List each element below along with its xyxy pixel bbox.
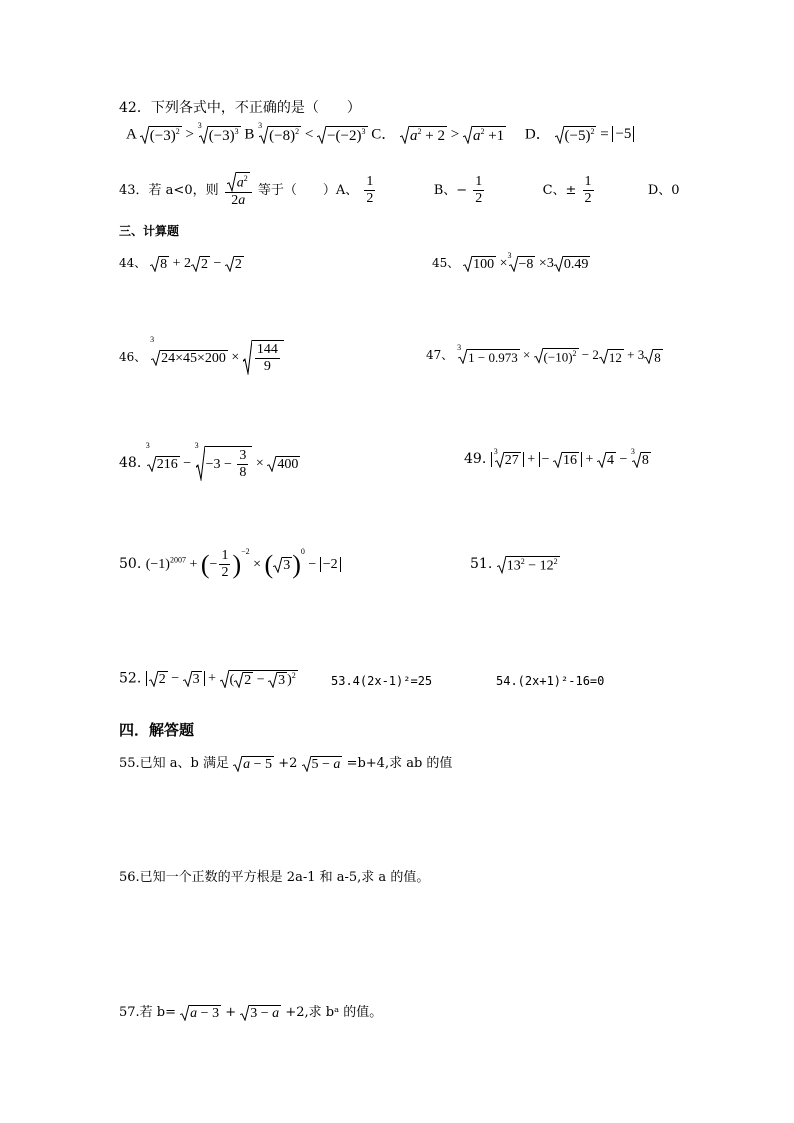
question-48: 48. $^3$ 216 − $^3$ −3 − $\frac{3}{8}$ × 400 [119,441,299,481]
question-45: 45、 100 ×$^3$ −8 ×3 0.49 [432,251,589,272]
question-53: 53.4(2x-1)²=25 [331,674,433,688]
question-44: 44、 8 + 2 2 − 2 [119,256,242,272]
question-46: 46、 $^3$ 24×45×200 × $\frac{144}{9}$ [119,340,284,375]
question-56: 56.已知一个正数的平方根是 2a-1 和 a-5,求 a 的值。 [119,870,430,885]
question-49: 49. $^3$ 27 + − 16 + 4 − $^3$ 8 [464,447,649,468]
question-52: 52. 2 − 3 + ( 2 − 3 )$^2$ [119,670,296,689]
question-47: 47、 $^3$ 1 − 0.973 × $(-10)^2$ − 2 12 + 3 8 [426,343,661,365]
question-42-options: A $(-3)^2$ > $^3$ $(-3)^3$ B $^3$ $(-8)^2$ < $-(-2)^3$ C． $a^2 + 2$ > $a^2 +1$ D． $(-5)^2$ = −5 [126,126,634,144]
fraction-half: $\frac{1}{2}$ [475,173,483,206]
radical: $(-3)^2$ [140,126,182,144]
question-43 [119,172,680,209]
fraction-half: $\frac{1}{2}$ [366,173,374,206]
section-heading-3: 三、计算题 [119,224,180,238]
radical: $a^2 + 2$ [400,126,447,144]
radical: $-(-2)^3$ [317,126,367,144]
question-51: 51. $13^2 - 12^2$ [470,556,558,574]
option-b-label: B [244,126,255,143]
question-54: 54.(2x+1)²-16=0 [496,674,605,688]
question-50: 50. $(-1)^{2007}$ + (− $\frac{1}{2}$ )$^{-2}$ × ( 3 )$^0$ − −2 [119,548,341,581]
q43-stem-pre: 43．若 a<0，则 [119,182,219,198]
question-55: 55.已知 a、b 满足 a − 5 +2 5 − a =b+4,求 ab 的值 [119,756,453,772]
option-c: C、± [542,182,577,198]
radical: $a^2 +1$ [463,126,506,144]
option-d-label: D． [524,126,551,143]
option-a-label: A [126,126,137,143]
section-heading-4: 四．解答题 [119,721,195,739]
fraction: $\frac{a^2}{2a}$ [225,172,252,209]
question-42-stem: 42．下列各式中，不正确的是（ ） [119,100,361,116]
q43-stem-post: 等于（ ）A、 [257,182,359,198]
option-c-label: C． [371,126,397,143]
option-b: B、− [433,182,468,198]
question-57: 57.若 b= a − 3 + 3 − a +2,求 bᵃ 的值。 [119,1005,383,1021]
option-d: D、0 [647,182,680,198]
radical: $(-5)^2$ [555,126,597,144]
fraction-half: $\frac{1}{2}$ [584,173,592,206]
cube-root: $(-3)^3$ [199,126,241,144]
cube-root: $(-8)^2$ [259,126,301,144]
